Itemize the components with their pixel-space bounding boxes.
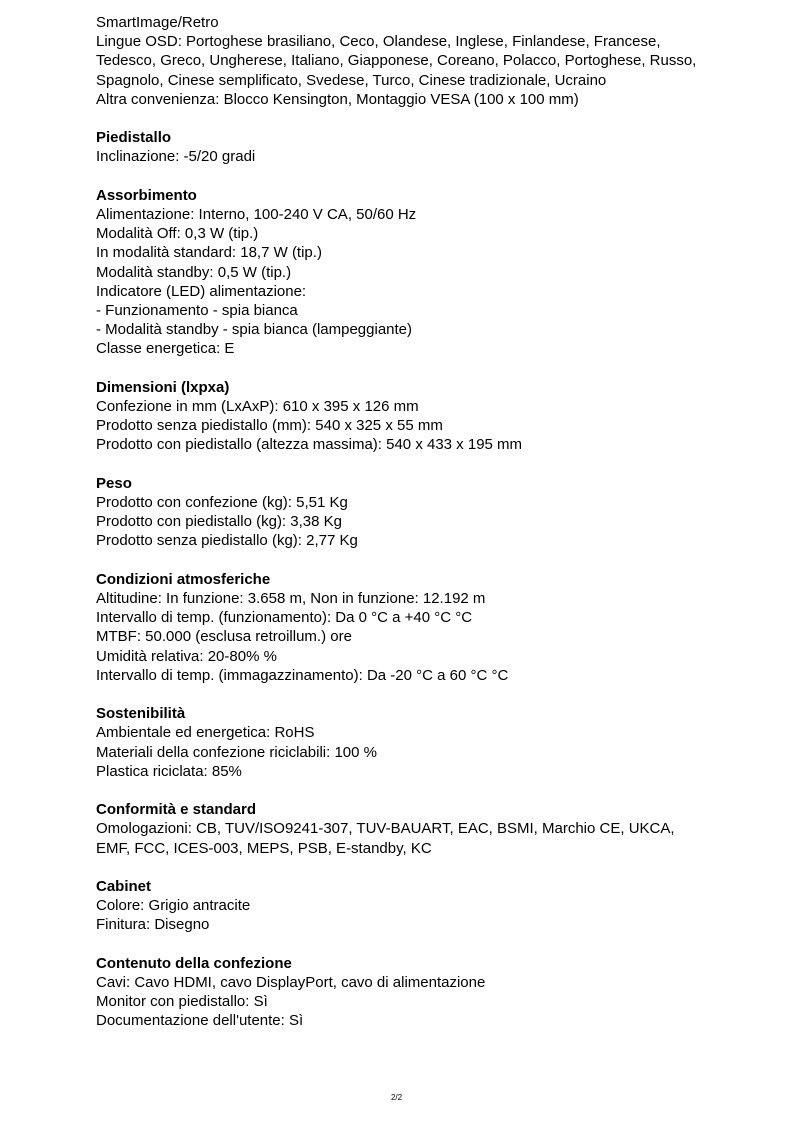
section-piedistallo bbox=[96, 128, 756, 166]
spec-line: Inclinazione: -5/20 gradi bbox=[96, 148, 256, 166]
section-title: Piedistallo bbox=[96, 129, 172, 147]
section-sostenibilita bbox=[96, 704, 756, 781]
spec-line: Monitor con piedistallo: Sì bbox=[96, 993, 268, 1011]
section-title: Peso bbox=[96, 474, 132, 492]
section-title: Dimensioni (lxpxa) bbox=[96, 378, 230, 396]
spec-line: Prodotto con piedistallo (kg): 3,38 Kg bbox=[96, 513, 342, 531]
spec-line: Prodotto con piedistallo (altezza massima): 540 x 433 x 195 mm bbox=[96, 436, 523, 454]
spec-line: Colore: Grigio antracite bbox=[96, 897, 251, 915]
spec-line: Finitura: Disegno bbox=[96, 916, 210, 934]
intro-line: Lingue OSD: Portoghese brasiliano, Ceco, Olandese, Inglese, Finlandese, Francese, bbox=[96, 33, 661, 51]
spec-line: - Modalità standby - spia bianca (lampeggiante) bbox=[96, 321, 413, 339]
section-assorbimento bbox=[96, 186, 756, 359]
intro-block bbox=[96, 13, 756, 109]
section-title: Conformità e standard bbox=[96, 801, 257, 819]
spec-line: Ambientale ed energetica: RoHS bbox=[96, 724, 315, 742]
intro-line: SmartImage/Retro bbox=[96, 14, 219, 31]
section-cabinet bbox=[96, 877, 756, 935]
spec-line: Umidità relativa: 20-80% % bbox=[96, 647, 277, 665]
spec-line: - Funzionamento - spia bianca bbox=[96, 302, 298, 320]
spec-line: Omologazioni: CB, TUV/ISO9241-307, TUV-BAUART, EAC, BSMI, Marchio CE, UKCA, bbox=[96, 820, 675, 838]
spec-line: Materiali della confezione riciclabili: 100 % bbox=[96, 743, 377, 761]
section-title: Cabinet bbox=[96, 878, 152, 896]
intro-line: Tedesco, Greco, Ungherese, Italiano, Giapponese, Coreano, Polacco, Portoghese, Russo, bbox=[96, 52, 697, 70]
spec-line: Modalità Off: 0,3 W (tip.) bbox=[96, 225, 259, 243]
spec-line: MTBF: 50.000 (esclusa retroillum.) ore bbox=[96, 628, 352, 646]
section-dimensioni bbox=[96, 378, 756, 455]
spec-line: EMF, FCC, ICES-003, MEPS, PSB, E-standby, KC bbox=[96, 839, 432, 857]
section-peso bbox=[96, 474, 756, 551]
intro-line: Altra convenienza: Blocco Kensington, Montaggio VESA (100 x 100 mm) bbox=[96, 90, 579, 108]
spec-line: Classe energetica: E bbox=[96, 340, 235, 358]
spec-line: Documentazione dell'utente: Sì bbox=[96, 1012, 304, 1030]
spec-line: Intervallo di temp. (funzionamento): Da 0 °C a +40 °C °C bbox=[96, 609, 473, 627]
spec-line: Prodotto con confezione (kg): 5,51 Kg bbox=[96, 494, 348, 512]
section-title: Sostenibilità bbox=[96, 705, 186, 723]
section-contenuto-confezione bbox=[96, 954, 756, 1031]
spec-line: Alimentazione: Interno, 100-240 V CA, 50/60 Hz bbox=[96, 206, 417, 223]
spec-line: Plastica riciclata: 85% bbox=[96, 762, 242, 780]
spec-document bbox=[96, 13, 756, 1031]
section-condizioni-atmosferiche bbox=[96, 570, 756, 685]
spec-line: Confezione in mm (LxAxP): 610 x 395 x 126 mm bbox=[96, 398, 419, 416]
spec-line: Intervallo di temp. (immagazzinamento): Da -20 °C a 60 °C °C bbox=[96, 666, 509, 684]
section-conformita-standard bbox=[96, 800, 756, 858]
spec-line: In modalità standard: 18,7 W (tip.) bbox=[96, 244, 322, 262]
spec-line: Indicatore (LED) alimentazione: bbox=[96, 282, 307, 300]
spec-line: Prodotto senza piedistallo (kg): 2,77 Kg bbox=[96, 532, 358, 550]
intro-line: Spagnolo, Cinese semplificato, Svedese, Turco, Cinese tradizionale, Ucraino bbox=[96, 71, 607, 89]
spec-line: Modalità standby: 0,5 W (tip.) bbox=[96, 263, 292, 281]
section-title: Contenuto della confezione bbox=[96, 954, 292, 972]
spec-line: Altitudine: In funzione: 3.658 m, Non in funzione: 12.192 m bbox=[96, 590, 486, 608]
spec-line: Cavi: Cavo HDMI, cavo DisplayPort, cavo di alimentazione bbox=[96, 974, 486, 992]
page-number: 2/2 bbox=[390, 1093, 403, 1102]
spec-line: Prodotto senza piedistallo (mm): 540 x 325 x 55 mm bbox=[96, 417, 443, 435]
section-title: Condizioni atmosferiche bbox=[96, 570, 271, 588]
section-title: Assorbimento bbox=[96, 186, 197, 204]
